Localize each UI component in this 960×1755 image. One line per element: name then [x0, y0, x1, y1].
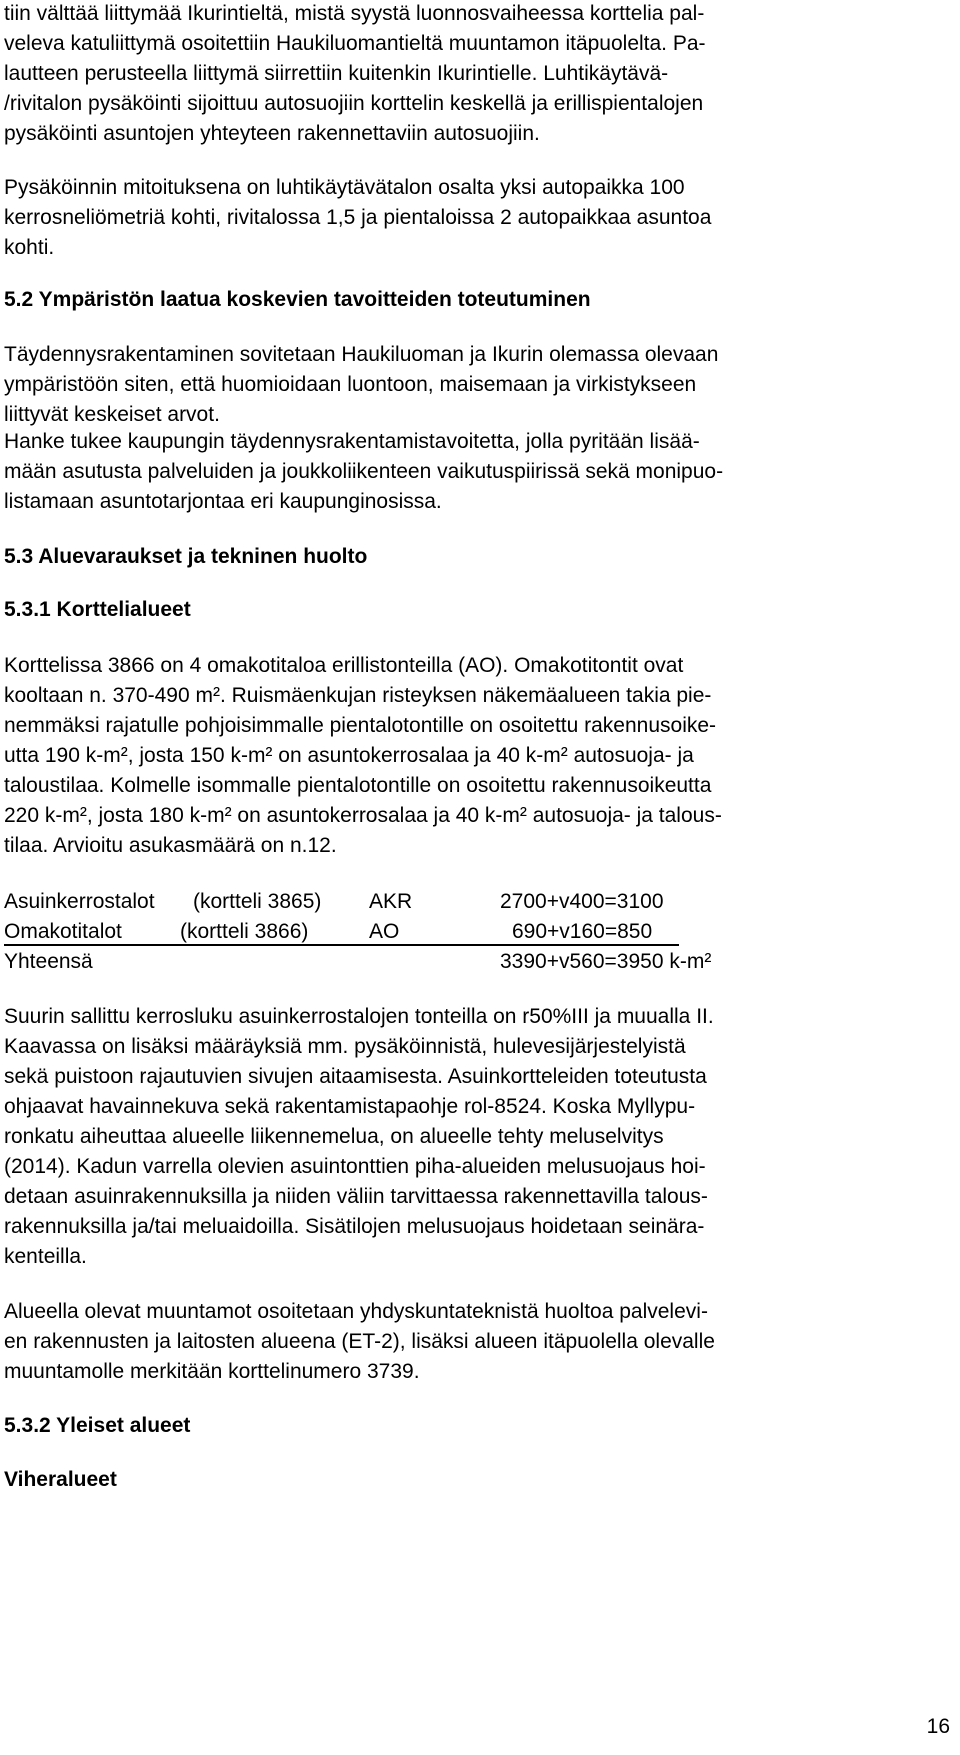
subsection-heading-viheralueet: Viheralueet: [4, 1468, 117, 1491]
section-heading-5-3-2: 5.3.2 Yleiset alueet: [4, 1414, 191, 1437]
table-cell-block: (kortteli 3865): [193, 890, 322, 913]
text-line: lautteen perusteella liittymä siirrettiin kuitenkin Ikurintielle. Luhtikäytävä-: [4, 62, 669, 85]
text-line: en rakennusten ja laitosten alueena (ET-2), lisäksi alueen itäpuolella olevalle: [4, 1330, 715, 1353]
section-heading-5-2: 5.2 Ympäristön laatua koskevien tavoitteiden toteutuminen: [4, 288, 591, 311]
table-cell-code: AKR: [369, 890, 413, 913]
text-line: Suurin sallittu kerrosluku asuinkerrostalojen tonteilla on r50%III ja muualla II.: [4, 1005, 714, 1028]
text-line: sekä puistoon rajautuvien sivujen aitaamisesta. Asuinkortteleiden toteutusta: [4, 1065, 707, 1088]
text-line: Alueella olevat muuntamot osoitetaan yhdyskuntateknistä huoltoa palvelevi-: [4, 1300, 708, 1323]
text-line: veleva katuliittymä osoitettiin Haukiluomantieltä muuntamon itäpuolelta. Pa-: [4, 32, 706, 55]
table-cell-name: Omakotitalot: [4, 920, 122, 943]
page-number: 16: [926, 1715, 950, 1738]
text-line: Korttelissa 3866 on 4 omakotitaloa erillistonteilla (AO). Omakotitontit ovat: [4, 654, 684, 677]
text-line: kerrosneliömetriä kohti, rivitalossa 1,5 ja pientaloissa 2 autopaikkaa asuntoa: [4, 206, 712, 229]
text-line: ympäristöön siten, että huomioidaan luontoon, maisemaan ja virkistykseen: [4, 373, 697, 396]
text-line: Kaavassa on lisäksi määräyksiä mm. pysäköinnistä, hulevesijärjestelyistä: [4, 1035, 686, 1058]
table-cell-name: Yhteensä: [4, 950, 93, 973]
row-underline: [4, 944, 679, 946]
table-cell-area: 3390+v560=3950 k-m²: [500, 950, 712, 973]
text-line: Täydennysrakentaminen sovitetaan Haukiluoman ja Ikurin olemassa olevaan: [4, 343, 719, 366]
text-line: mään asutusta palveluiden ja joukkoliikenteen vaikutuspiirissä sekä monipuo-: [4, 460, 724, 483]
table-cell-name: Asuinkerrostalot: [4, 890, 155, 913]
text-line: taloustilaa. Kolmelle isommalle pientalotontille on osoitettu rakennusoikeutta: [4, 774, 712, 797]
text-line: tilaa. Arvioitu asukasmäärä on n.12.: [4, 834, 337, 857]
text-line: nemmäksi rajatulle pohjoisimmalle pientalotontille on osoitettu rakennusoike-: [4, 714, 717, 737]
section-heading-5-3-1: 5.3.1 Korttelialueet: [4, 598, 191, 621]
text-line: utta 190 k-m², josta 150 k-m² on asuntokerrosalaa ja 40 k-m² autosuoja- ja: [4, 744, 694, 767]
text-line: kohti.: [4, 236, 55, 259]
text-line: listamaan asuntotarjontaa eri kaupunginosissa.: [4, 490, 442, 513]
table-cell-block: (kortteli 3866): [180, 920, 309, 943]
table-cell-area: 2700+v400=3100: [500, 890, 664, 913]
text-line: 220 k-m², josta 180 k-m² on asuntokerrosalaa ja 40 k-m² autosuoja- ja talous-: [4, 804, 722, 827]
text-line: tiin välttää liittymää Ikurintieltä, mistä syystä luonnosvaiheessa korttelia pal-: [4, 2, 705, 25]
text-line: Hanke tukee kaupungin täydennysrakentamistavoitetta, jolla pyritään lisää-: [4, 430, 700, 453]
text-line: Pysäköinnin mitoituksena on luhtikäytävätalon osalta yksi autopaikka 100: [4, 176, 685, 199]
text-line: pysäköinti asuntojen yhteyteen rakennettaviin autosuojiin.: [4, 122, 540, 145]
text-line: muuntamolle merkitään korttelinumero 3739.: [4, 1360, 420, 1383]
text-line: /rivitalon pysäköinti sijoittuu autosuojiin korttelin keskellä ja erillispientalojen: [4, 92, 704, 115]
text-line: kenteilla.: [4, 1245, 87, 1268]
text-line: kooltaan n. 370-490 m². Ruismäenkujan risteyksen näkemäalueen takia pie-: [4, 684, 712, 707]
text-line: liittyvät keskeiset arvot.: [4, 403, 220, 426]
table-cell-area: 690+v160=850: [512, 920, 653, 943]
text-line: rakennuksilla ja/tai meluaidoilla. Sisätilojen melusuojaus hoidetaan seinära-: [4, 1215, 705, 1238]
text-line: detaan asuinrakennuksilla ja niiden väliin tarvittaessa rakennettavilla talous-: [4, 1185, 708, 1208]
table-cell-code: AO: [369, 920, 400, 943]
text-line: ohjaavat havainnekuva sekä rakentamistapaohje rol-8524. Koska Myllypu-: [4, 1095, 696, 1118]
section-heading-5-3: 5.3 Aluevaraukset ja tekninen huolto: [4, 545, 368, 568]
text-line: ronkatu aiheuttaa alueelle liikennemelua, on alueelle tehty meluselvitys: [4, 1125, 664, 1148]
text-line: (2014). Kadun varrella olevien asuintonttien piha-alueiden melusuojaus hoi-: [4, 1155, 706, 1178]
